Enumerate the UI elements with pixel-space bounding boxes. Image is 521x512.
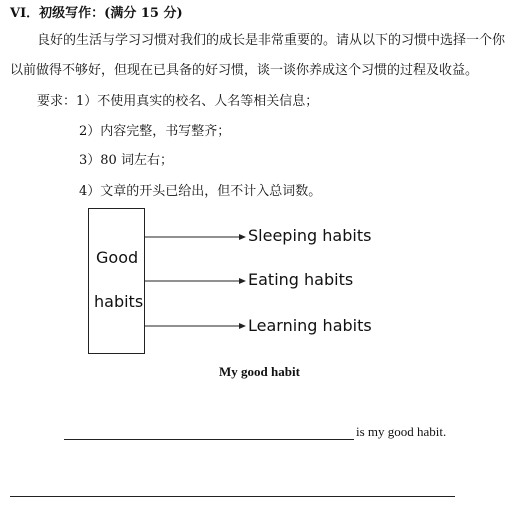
prompt-paragraph-line-1: 良好的生活与学习习惯对我们的成长是非常重要的。请从以下的习惯中选择一个你 [37, 33, 506, 48]
branch-eating-habits: Eating habits [248, 270, 354, 289]
box-label-habits: habits [94, 292, 144, 311]
requirement-3: 3）80 词左右； [79, 153, 173, 168]
branch-learning-habits: Learning habits [248, 316, 372, 335]
requirement-2: 2）内容完整，书写整齐； [79, 124, 231, 139]
answer-blank-line-1[interactable] [64, 439, 354, 440]
arrow-learning-head [239, 323, 246, 329]
first-line-suffix: is my good habit. [356, 424, 447, 439]
essay-title: My good habit [219, 364, 300, 379]
section-title: VI．初级写作：(满分 15 分) [10, 6, 183, 21]
answer-blank-line-2[interactable] [10, 496, 455, 497]
requirement-1: 要求：1）不使用真实的校名、人名等相关信息； [37, 94, 319, 109]
branch-sleeping-habits: Sleeping habits [248, 226, 372, 245]
prompt-paragraph-line-2: 以前做得不够好，但现在已具备的好习惯，谈一谈你养成这个习惯的过程及收益。 [10, 63, 479, 78]
habits-diagram [80, 206, 390, 356]
requirement-4: 4）文章的开头已给出，但不计入总词数。 [79, 184, 322, 199]
arrow-eating-head [239, 278, 246, 284]
arrow-sleeping-head [239, 234, 246, 240]
box-label-good: Good [96, 248, 139, 267]
good-habits-box [89, 209, 145, 354]
